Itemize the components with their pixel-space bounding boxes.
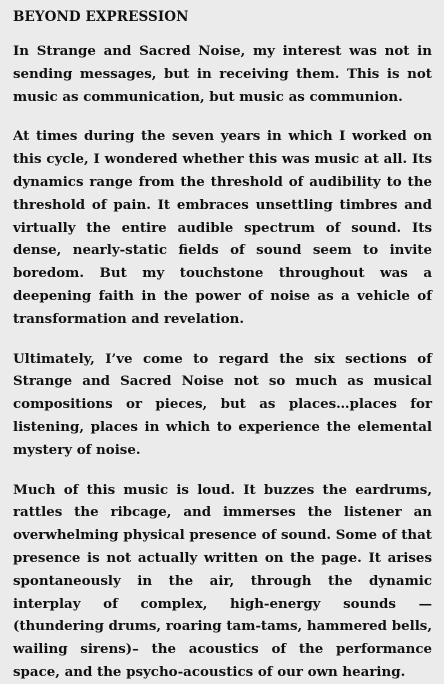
document-heading: BEYOND EXPRESSION	[13, 9, 189, 25]
paragraph-1: In Strange and Sacred Noise, my interest was not in sending messages, but in receiving them. This is not music as communication, but music as communion.	[13, 43, 432, 105]
paragraph-3: Ultimately, I’ve come to regard the six sections of Strange and Sacred Noise not so much as musical compositions or pieces, but as places…places for listening, places in which to experience the elemental mystery of noise.	[13, 350, 432, 458]
paragraph-4: Much of this music is loud. It buzzes the eardrums, rattles the ribcage, and immerses the listener an overwhelming physical presence of sound. Some of that presence is not actually written on the page. It arises spontaneously in the air, through the dynamic interplay of complex, high-energy sounds — (thundering drums, roaring tam-tams, hammered bells, wailing sirens)– the acoustics of the performance space, and the psycho-acoustics of our own hearing.	[13, 481, 432, 680]
paragraph-2: At times during the seven years in which I worked on this cycle, I wondered whether this was music at all. Its dynamics range from the threshold of audibility to the threshold of pain. It embraces unsettling timbres and virtually the entire audible spectrum of sound. Its dense, nearly-static fields of sound seem to invite boredom. But my touchstone throughout was a deepening faith in the power of noise as a vehicle of transformation and revelation.	[13, 128, 432, 327]
